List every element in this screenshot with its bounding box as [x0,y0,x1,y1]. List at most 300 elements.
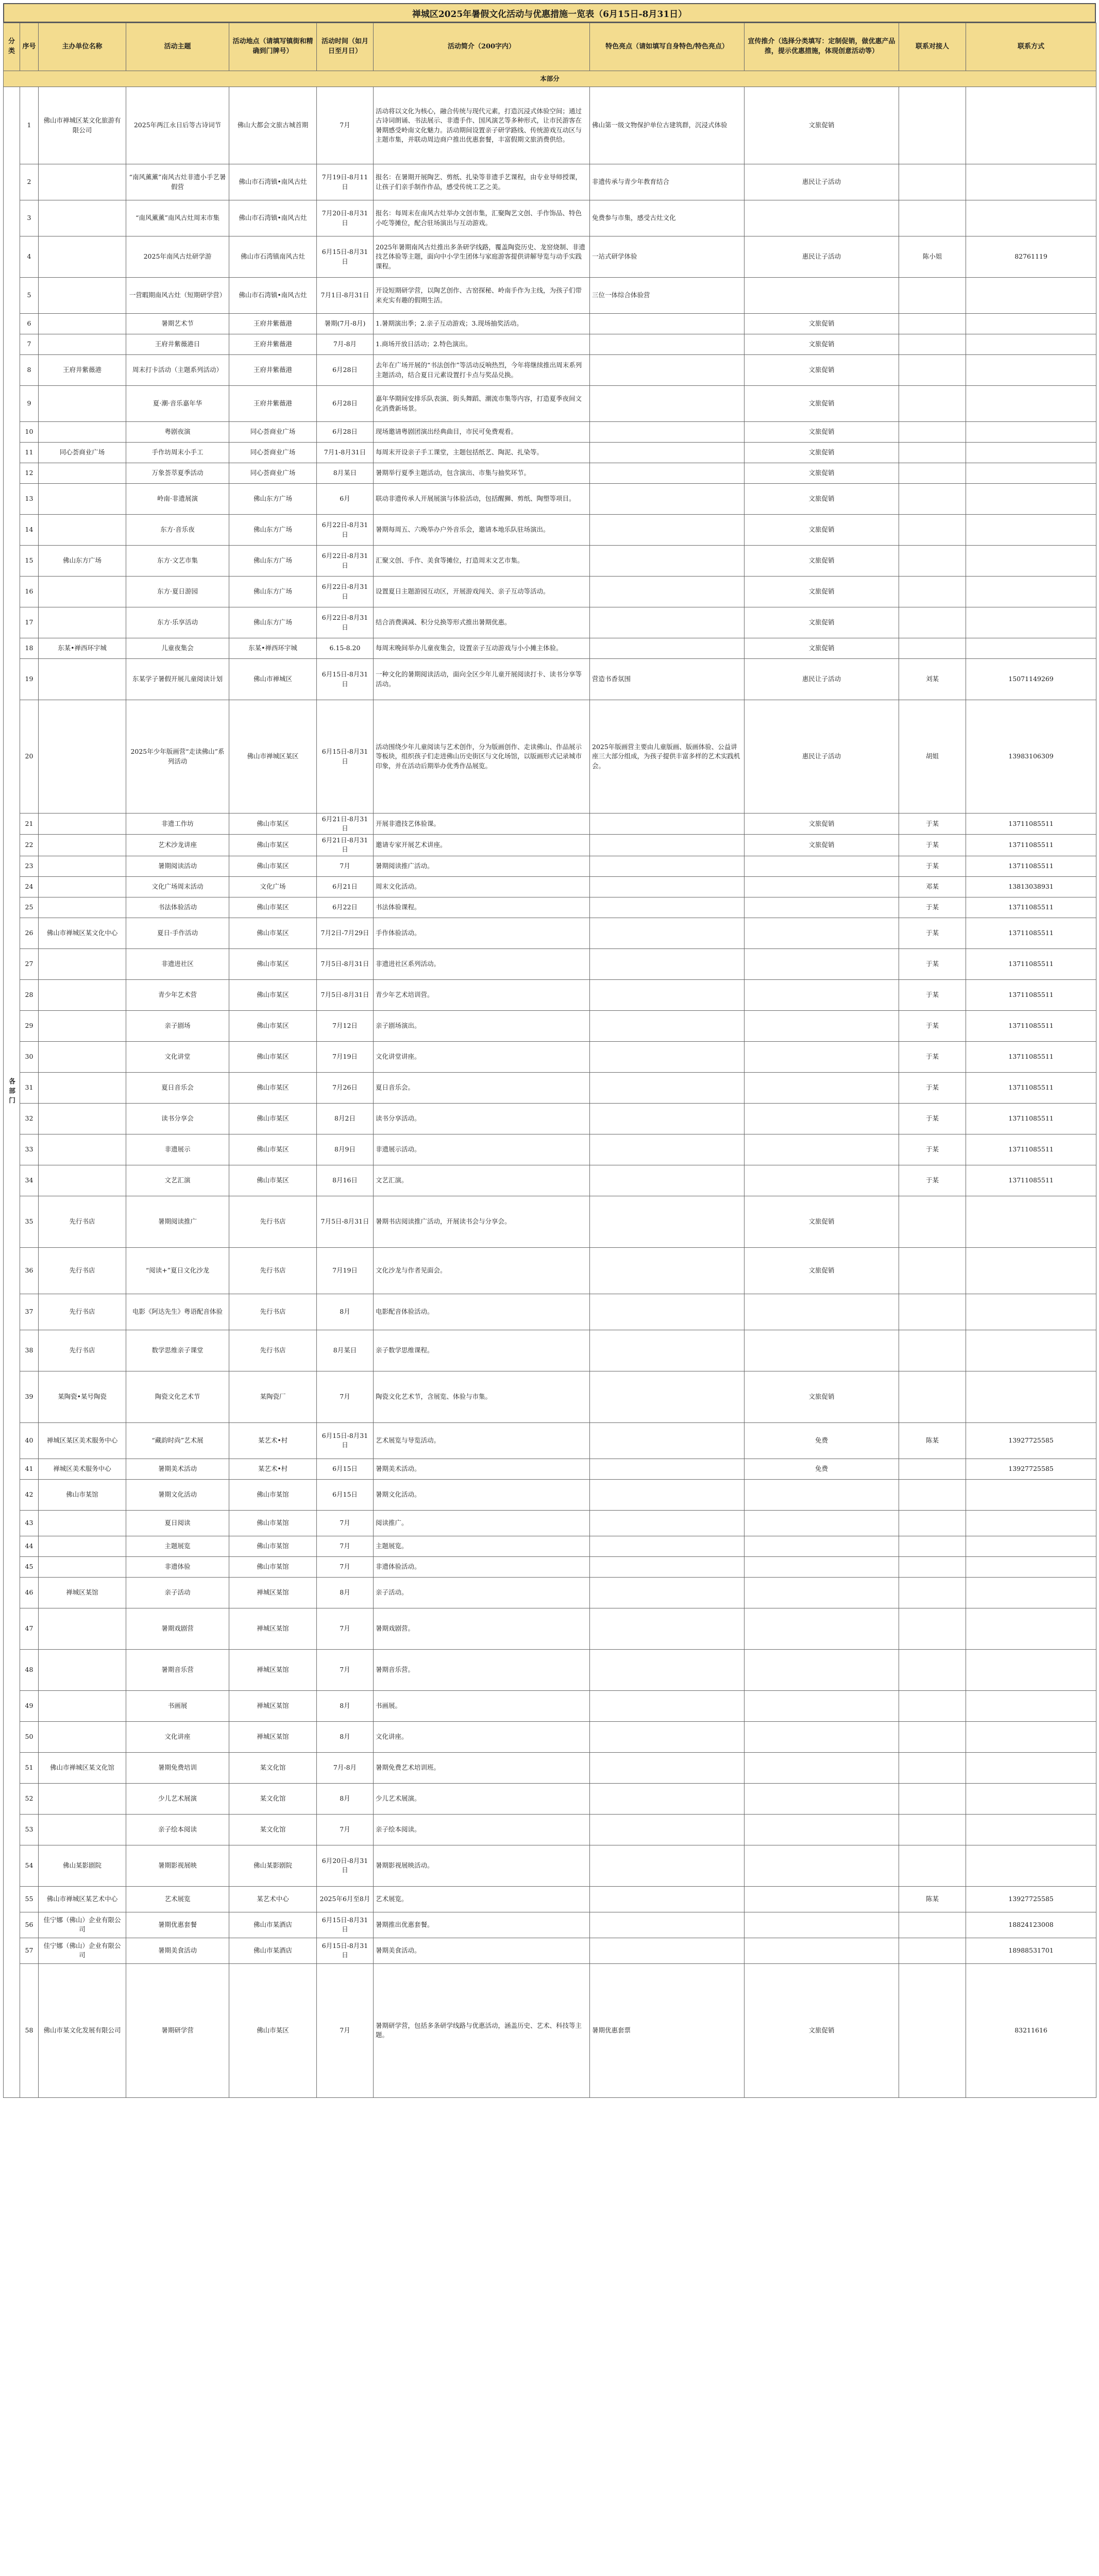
cell-intro: 阅读推广。 [374,1510,590,1536]
cell-contact [899,1783,966,1814]
cell-phone [966,1608,1096,1649]
cell-place: 禅城区某馆 [229,1690,317,1721]
cell-org: 先行书店 [39,1247,126,1294]
cell-phone: 13711085511 [966,1134,1096,1165]
table-row [4,1196,1096,1247]
cell-phone: 13983106309 [966,700,1096,814]
cell-org: 佳宁娜（佛山）企业有限公司 [39,1912,126,1938]
cell-no: 4 [20,236,39,278]
cell-phone [966,1294,1096,1330]
cell-promo [745,1721,899,1752]
cell-feature [590,1041,745,1072]
cell-contact: 于某 [899,835,966,856]
cell-org: 佳宁娜（佛山）企业有限公司 [39,1938,126,1963]
cell-place: 佛山市某区 [229,1165,317,1196]
cell-promo: 文旅促销 [745,515,899,546]
cell-feature [590,422,745,443]
cell-org [39,1814,126,1845]
cell-no: 19 [20,659,39,700]
cell-no: 29 [20,1010,39,1041]
cell-place: 佛山市某区 [229,979,317,1010]
cell-no: 24 [20,876,39,897]
cell-feature [590,1556,745,1577]
cell-contact [899,334,966,355]
cell-no: 43 [20,1510,39,1536]
cell-place: 佛山市某馆 [229,1479,317,1510]
cell-place: 某艺术中心 [229,1886,317,1912]
cell-contact [899,1536,966,1556]
table-row [4,386,1096,422]
cell-org [39,1721,126,1752]
cell-org [39,278,126,314]
cell-intro: 1.暑期演出季；2.亲子互动游戏；3.现场抽奖活动。 [374,314,590,334]
cell-theme: 一营暇期南风古灶（短期研学营） [126,278,229,314]
cell-intro: 书法体验课程。 [374,897,590,918]
cell-theme: 暑期免费培训 [126,1752,229,1783]
cell-theme: 亲子剧场 [126,1010,229,1041]
cell-promo: 文旅促销 [745,1963,899,2097]
column-header: 特色亮点（请如填写自身特色/特色亮点） [590,23,745,71]
cell-feature [590,1536,745,1556]
cell-no: 27 [20,948,39,979]
table-row [4,1886,1096,1912]
cell-org [39,948,126,979]
cell-no: 8 [20,355,39,386]
cell-place: 某文化馆 [229,1752,317,1783]
cell-contact [899,314,966,334]
cell-time: 7月 [317,1649,374,1690]
cell-time: 6月15日-8月31日 [317,1938,374,1963]
cell-place: 某陶瓷厂 [229,1371,317,1422]
cell-promo: 免费 [745,1422,899,1459]
cell-phone: 13711085511 [966,897,1096,918]
cell-contact [899,1963,966,2097]
cell-no: 50 [20,1721,39,1752]
cell-time: 7月 [317,1371,374,1422]
cell-time: 6月28日 [317,355,374,386]
cell-place: 佛山市某区 [229,1041,317,1072]
cell-no: 11 [20,443,39,463]
cell-theme: 艺术展览 [126,1886,229,1912]
cell-intro: 暑期每周五、六晚举办户外音乐会，邀请本地乐队驻场演出。 [374,515,590,546]
cell-org [39,200,126,236]
cell-feature [590,1912,745,1938]
cell-org [39,1103,126,1134]
cell-phone [966,164,1096,200]
cell-place: 佛山市某区 [229,1072,317,1103]
cell-place: 王府井紫薇港 [229,334,317,355]
table-row [4,1721,1096,1752]
cell-promo: 文旅促销 [745,484,899,515]
cell-phone: 13927725585 [966,1886,1096,1912]
cell-time: 8月某日 [317,1330,374,1371]
cell-contact [899,1690,966,1721]
cell-phone [966,1330,1096,1371]
cell-contact [899,1371,966,1422]
cell-theme: “南风薰薰”南风古灶周末市集 [126,200,229,236]
table-header-row [4,23,1096,71]
column-header: 活动主题 [126,23,229,71]
cell-phone [966,607,1096,638]
cell-no: 6 [20,314,39,334]
cell-time: 7月 [317,1556,374,1577]
cell-no: 20 [20,700,39,814]
cell-promo: 惠民让子活动 [745,236,899,278]
column-header: 序号 [20,23,39,71]
cell-promo: 文旅促销 [745,638,899,659]
cell-promo: 文旅促销 [745,835,899,856]
table-row [4,979,1096,1010]
cell-intro: 亲子数学思维课程。 [374,1330,590,1371]
cell-time: 6月15日-8月31日 [317,1912,374,1938]
cell-org: 佛山市禅城区某文化旅游有限公司 [39,87,126,164]
cell-org: 先行书店 [39,1196,126,1247]
cell-feature [590,1247,745,1294]
cell-theme: 书法体验活动 [126,897,229,918]
cell-no: 12 [20,463,39,484]
table-row [4,87,1096,164]
cell-place: 王府井紫薇港 [229,314,317,334]
cell-phone [966,1536,1096,1556]
cell-place: 佛山市石湾镇•南风古灶 [229,200,317,236]
cell-phone: 83211616 [966,1963,1096,2097]
cell-intro: 夏日音乐会。 [374,1072,590,1103]
cell-contact: 于某 [899,1134,966,1165]
cell-intro: 汇聚文创、手作、美食等摊位，打造周末文艺市集。 [374,546,590,577]
cell-theme: 非遗进社区 [126,948,229,979]
cell-time: 7月1-8月31日 [317,443,374,463]
footer-note [3,2098,1096,2104]
cell-time: 8月 [317,1577,374,1608]
cell-contact [899,1479,966,1510]
cell-place: 同心荟商业广场 [229,422,317,443]
cell-theme: 数学思维亲子课堂 [126,1330,229,1371]
table-row [4,1536,1096,1556]
cell-theme: “南风薰薰”南风古灶非遗小手艺暑假营 [126,164,229,200]
table-row [4,700,1096,814]
cell-phone: 13927725585 [966,1459,1096,1479]
cell-intro: 暑期阅读推广活动。 [374,856,590,876]
column-header: 主办单位名称 [39,23,126,71]
cell-intro: 亲子剧场演出。 [374,1010,590,1041]
table-row [4,515,1096,546]
cell-place: 佛山市某区 [229,814,317,835]
cell-contact [899,546,966,577]
cell-time: 6月28日 [317,386,374,422]
cell-contact [899,607,966,638]
cell-intro: 去年在广场开展的“书法创作”等活动反响热烈，今年将继续推出周末系列主题活动，结合夏日元素设置打卡点与奖品兑换。 [374,355,590,386]
cell-theme: 暑期研学营 [126,1963,229,2097]
cell-phone [966,577,1096,607]
cell-intro: 开设短期研学营，以陶艺创作、古窑探秘、岭南手作为主线，为孩子们带来充实有趣的假期生活。 [374,278,590,314]
cell-no: 32 [20,1103,39,1134]
table-row [4,1783,1096,1814]
cell-promo [745,1783,899,1814]
cell-feature [590,355,745,386]
cell-place: 某文化馆 [229,1783,317,1814]
table-row [4,1963,1096,2097]
cell-intro: 暑期推出优惠套餐。 [374,1912,590,1938]
activity-table [3,23,1096,2098]
cell-feature: 一站式研学体验 [590,236,745,278]
cell-theme: 2025年少年版画营“走读佛山”系列活动 [126,700,229,814]
cell-time: 7月2日-7月29日 [317,918,374,948]
cell-org: 佛山市禅城区某文化馆 [39,1752,126,1783]
cell-feature [590,546,745,577]
cell-promo [745,1845,899,1886]
cell-theme: 少儿艺术展演 [126,1783,229,1814]
cell-phone: 13711085511 [966,1041,1096,1072]
cell-promo [745,1608,899,1649]
cell-phone [966,386,1096,422]
cell-time: 6月22日-8月31日 [317,546,374,577]
cell-intro: 文化讲座。 [374,1721,590,1752]
cell-theme: 文化讲堂 [126,1041,229,1072]
column-header: 分类 [4,23,20,71]
cell-no: 34 [20,1165,39,1196]
cell-intro: 活动将以文化为核心，融合传统与现代元素，打造沉浸式体验空间；通过古诗词朗诵、书法展示、非遗手作、国风演艺等多种形式，让市民游客在暑期感受岭南文化魅力。活动期间设置亲子研学路线、传统游戏互动区与主题市集，并联动周边商户推出优惠套餐，丰富假期文旅消费供给。 [374,87,590,164]
cell-intro: 少儿艺术展演。 [374,1783,590,1814]
cell-promo [745,1690,899,1721]
cell-promo [745,1330,899,1371]
cell-promo: 文旅促销 [745,443,899,463]
cell-promo [745,1556,899,1577]
cell-phone [966,87,1096,164]
cell-contact [899,87,966,164]
cell-time: 7月-8月 [317,1752,374,1783]
cell-intro: 文化讲堂讲座。 [374,1041,590,1072]
table-row [4,546,1096,577]
cell-promo [745,1134,899,1165]
cell-time: 6月15日-8月31日 [317,700,374,814]
cell-place: 佛山东方广场 [229,484,317,515]
cell-place: 佛山大都会文旅古城首期 [229,87,317,164]
cell-no: 2 [20,164,39,200]
table-row [4,1165,1096,1196]
table-row [4,1103,1096,1134]
cell-phone [966,200,1096,236]
cell-theme: 文化讲座 [126,1721,229,1752]
cell-contact [899,1510,966,1536]
cell-time: 暑期(7月-8月) [317,314,374,334]
cell-org [39,1165,126,1196]
cell-theme: 暑期影视展映 [126,1845,229,1886]
cell-no: 45 [20,1556,39,1577]
cell-promo: 惠民让子活动 [745,164,899,200]
cell-time: 6月15日-8月31日 [317,659,374,700]
cell-place: 同心荟商业广场 [229,463,317,484]
cell-intro: 文艺汇演。 [374,1165,590,1196]
cell-intro: 暑期文化活动。 [374,1479,590,1510]
cell-contact [899,1649,966,1690]
table-row [4,1330,1096,1371]
cell-feature [590,1294,745,1330]
cell-phone [966,334,1096,355]
cell-no: 37 [20,1294,39,1330]
cell-feature [590,1165,745,1196]
cell-no: 33 [20,1134,39,1165]
cell-time: 6月21日 [317,876,374,897]
cell-no: 55 [20,1886,39,1912]
cell-contact: 于某 [899,979,966,1010]
cell-intro: 艺术展览与导览活动。 [374,1422,590,1459]
cell-phone: 13711085511 [966,948,1096,979]
cell-no: 58 [20,1963,39,2097]
table-row [4,1814,1096,1845]
cell-phone [966,1814,1096,1845]
cell-intro: 暑期美食活动。 [374,1938,590,1963]
table-row [4,1247,1096,1294]
table-row [4,355,1096,386]
table-row [4,1752,1096,1783]
cell-time: 7月19日-8月11日 [317,164,374,200]
cell-feature [590,1371,745,1422]
cell-no: 53 [20,1814,39,1845]
cell-contact: 于某 [899,1103,966,1134]
cell-no: 21 [20,814,39,835]
cell-place: 先行书店 [229,1196,317,1247]
cell-contact [899,1294,966,1330]
cell-promo [745,200,899,236]
table-row [4,1510,1096,1536]
cell-feature [590,1721,745,1752]
cell-org [39,1783,126,1814]
cell-theme: 周末打卡活动（主题系列活动） [126,355,229,386]
cell-promo [745,1814,899,1845]
cell-feature [590,1752,745,1783]
cell-place: 先行书店 [229,1330,317,1371]
cell-contact: 于某 [899,1041,966,1072]
cell-place: 王府井紫薇港 [229,386,317,422]
cell-org [39,515,126,546]
table-row [4,1649,1096,1690]
cell-org: 佛山东方广场 [39,546,126,577]
cell-theme: 岭南·非遗展演 [126,484,229,515]
cell-theme: 东方·夏日游园 [126,577,229,607]
cell-no: 5 [20,278,39,314]
cell-org [39,1010,126,1041]
cell-org [39,835,126,856]
cell-org: 佛山市某文化发展有限公司 [39,1963,126,2097]
cell-intro: 暑期举行夏季主题活动，包含演出、市集与抽奖环节。 [374,463,590,484]
cell-intro: 设置夏日主题游园互动区，开展游戏闯关、亲子互动等活动。 [374,577,590,607]
cell-time: 6月20日-8月31日 [317,1845,374,1886]
cell-theme: 艺术沙龙讲座 [126,835,229,856]
cell-feature: 三位一体综合体验营 [590,278,745,314]
cell-phone [966,314,1096,334]
cell-feature [590,1938,745,1963]
cell-intro: 亲子绘本阅读。 [374,1814,590,1845]
cell-feature [590,979,745,1010]
cell-contact [899,1577,966,1608]
cell-place: 佛山市某区 [229,948,317,979]
table-row [4,1072,1096,1103]
table-row [4,1912,1096,1938]
table-row [4,278,1096,314]
cell-intro: 电影配音体验活动。 [374,1294,590,1330]
cell-no: 18 [20,638,39,659]
cell-place: 佛山市某区 [229,856,317,876]
cell-contact [899,638,966,659]
cell-feature [590,1577,745,1608]
table-row [4,607,1096,638]
cell-feature [590,1510,745,1536]
table-row [4,1577,1096,1608]
cell-promo [745,876,899,897]
cell-contact [899,1247,966,1294]
cell-no: 51 [20,1752,39,1783]
cell-intro: 每周末晚间举办儿童夜集会，设置亲子互动游戏与小小摊主体验。 [374,638,590,659]
cell-theme: 陶瓷文化艺术节 [126,1371,229,1422]
cell-no: 7 [20,334,39,355]
cell-feature [590,948,745,979]
cell-phone [966,638,1096,659]
cell-intro: 非遗体验活动。 [374,1556,590,1577]
cell-feature [590,1134,745,1165]
cell-time: 6月15日-8月31日 [317,1422,374,1459]
cell-intro: 暑期书店阅读推广活动，开展读书会与分享会。 [374,1196,590,1247]
cell-org: 禅城区某区美术服务中心 [39,1422,126,1459]
cell-time: 6月21日-8月31日 [317,835,374,856]
cell-contact [899,200,966,236]
cell-phone: 13711085511 [966,814,1096,835]
table-row [4,1479,1096,1510]
cell-feature [590,1422,745,1459]
cell-no: 41 [20,1459,39,1479]
cell-promo: 文旅促销 [745,386,899,422]
cell-place: 佛山市某区 [229,1103,317,1134]
cell-time: 7月5日-8月31日 [317,979,374,1010]
cell-phone: 18988531701 [966,1938,1096,1963]
cell-feature [590,1330,745,1371]
cell-phone [966,1247,1096,1294]
cell-feature: 2025年版画营主要由儿童版画、版画体验、公益讲座三大部分组成，为孩子提供丰富多样的艺术实践机会。 [590,700,745,814]
cell-no: 3 [20,200,39,236]
cell-promo: 文旅促销 [745,577,899,607]
cell-org: 某陶瓷•某号陶瓷 [39,1371,126,1422]
cell-intro: 1.商场开放日活动；2.特色演出。 [374,334,590,355]
cell-theme: 暑期优惠套餐 [126,1912,229,1938]
cell-theme: “阅读+”夏日文化沙龙 [126,1247,229,1294]
cell-time: 6月21日-8月31日 [317,814,374,835]
table-row [4,918,1096,948]
cell-promo [745,1294,899,1330]
cell-promo [745,1510,899,1536]
cell-phone [966,443,1096,463]
cell-intro: 文化沙龙与作者见面会。 [374,1247,590,1294]
cell-place: 佛山市某酒店 [229,1938,317,1963]
cell-phone [966,1690,1096,1721]
cell-promo [745,1072,899,1103]
cell-contact: 于某 [899,814,966,835]
cell-time: 6月 [317,484,374,515]
cell-promo: 文旅促销 [745,422,899,443]
cell-time: 6月22日-8月31日 [317,607,374,638]
cell-feature [590,1459,745,1479]
cell-time: 7月 [317,1510,374,1536]
cell-org [39,897,126,918]
cell-intro: 嘉年华期间安排乐队表演、街头舞蹈、潮流市集等内容，打造夏季夜间文化消费新场景。 [374,386,590,422]
cell-no: 56 [20,1912,39,1938]
cell-phone: 13711085511 [966,835,1096,856]
column-header: 活动简介（200字内） [374,23,590,71]
cell-promo [745,1536,899,1556]
cell-phone: 13711085511 [966,979,1096,1010]
cell-phone: 82761119 [966,236,1096,278]
table-row [4,164,1096,200]
cell-feature [590,1649,745,1690]
cell-promo [745,1912,899,1938]
